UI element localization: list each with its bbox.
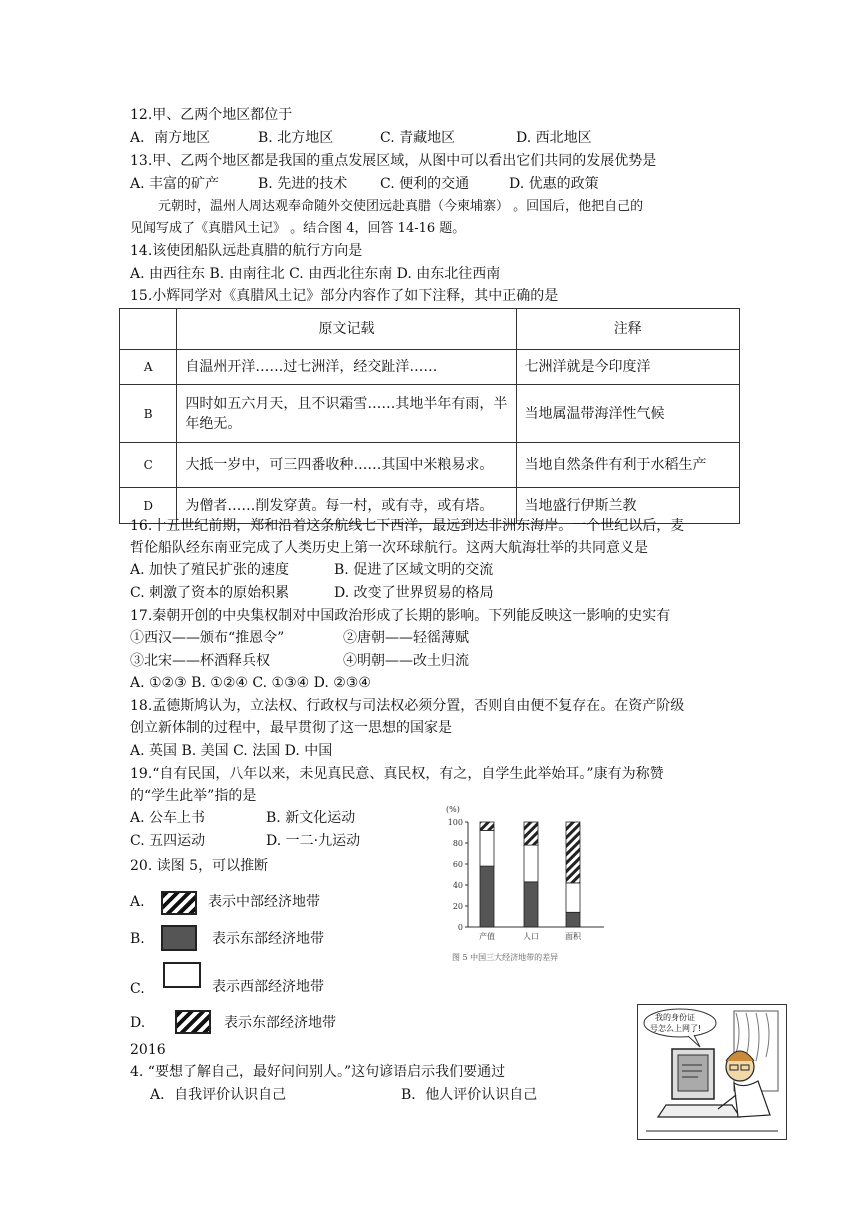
bar-segment-hatch xyxy=(566,822,580,883)
passage-intro-line1: 元朝时，温州人周达观奉命随外交使团远赴真腊（今柬埔寨） 。回国后，他把自己的 xyxy=(158,199,644,214)
annotation-table xyxy=(119,308,740,524)
table-cell: 当地自然条件有利于水稻生产 xyxy=(516,443,739,488)
cartoon-illustration xyxy=(637,1004,787,1140)
solid-legend-swatch xyxy=(161,925,197,951)
q17-item-1: ①西汉——颁布“推恩令” xyxy=(130,630,285,646)
q14-stem: 14.该使团船队远赴真腊的航行方向是 xyxy=(130,243,363,259)
chart-title: 图 5 中国三大经济地带的差异 xyxy=(452,953,559,962)
table-header-cell: 原文记载 xyxy=(177,309,516,350)
q12-option-d: D. 西北地区 xyxy=(516,130,592,146)
q4-stem: 4. “要想了解自己，最好问问别人。”这句谚语启示我们要通过 xyxy=(130,1064,506,1080)
q14-options: A. 由西往东 B. 由南往北 C. 由西北往东南 D. 由东北往西南 xyxy=(130,266,501,282)
y-tick-label: 100 xyxy=(447,818,463,827)
q19-option-a: A. 公车上书 xyxy=(130,810,206,826)
economic-zone-chart xyxy=(432,800,622,965)
q19-option-d: D. 一二·九运动 xyxy=(266,833,361,849)
cartoon-speech-line1: 我的身份证 xyxy=(655,1013,695,1022)
blank-legend-swatch xyxy=(163,962,201,988)
y-tick-label: 60 xyxy=(452,860,463,869)
table-header-cell xyxy=(120,309,177,350)
table-cell: 七洲洋就是今印度洋 xyxy=(516,350,739,385)
q19-option-c: C. 五四运动 xyxy=(130,833,206,849)
y-tick-label: 40 xyxy=(452,881,463,890)
q12-option-c: C. 青藏地区 xyxy=(380,130,456,146)
q20-option-a-letter: A. xyxy=(130,894,145,910)
q19-stem-line1: 19.“自有民国，八年以来，未见真民意、真民权，有之，自学生此举始耳。”康有为称赞 xyxy=(130,766,664,782)
bar-segment-hatch xyxy=(480,822,494,830)
q16-option-c: C. 刺激了资本的原始积累 xyxy=(130,585,290,601)
q13-stem: 13.甲、乙两个地区都是我国的重点发展区域，从图中可以看出它们共同的发展优势是 xyxy=(130,153,657,169)
table-cell: 自温州开洋……过七洲洋，经交趾洋…… xyxy=(177,350,516,385)
q20-option-c-text: 表示西部经济地带 xyxy=(212,979,324,995)
q19-stem-line2: 的“学生此举”指的是 xyxy=(130,788,257,804)
q16-stem-line2: 哲伦船队经东南亚完成了人类历史上第一次环球航行。这两大航海壮举的共同意义是 xyxy=(130,540,648,556)
q20-option-b-letter: B. xyxy=(130,931,145,947)
bar-segment-blank xyxy=(480,830,494,866)
q12-option-b: B. 北方地区 xyxy=(258,130,334,146)
q13-option-b: B. 先进的技术 xyxy=(258,176,348,192)
q13-option-a: A. 丰富的矿产 xyxy=(130,176,220,192)
q15-stem: 15.小辉同学对《真腊风土记》部分内容作了如下注释，其中正确的是 xyxy=(130,288,559,304)
q13-option-c: C. 便利的交通 xyxy=(380,176,470,192)
bar-segment-solid xyxy=(566,912,580,927)
q16-option-d: D. 改变了世界贸易的格局 xyxy=(334,585,494,601)
table-cell: 当地属温带海洋性气候 xyxy=(516,385,739,443)
table-cell: B xyxy=(120,385,177,443)
cartoon-speech-line2: 号怎么上网了! xyxy=(650,1024,702,1033)
passage-intro-line2: 见闻写成了《真腊风土记》 。结合图 4，回答 14-16 题。 xyxy=(130,221,466,236)
q20-stem: 20. 读图 5，可以推断 xyxy=(130,858,269,874)
y-tick-label: 0 xyxy=(457,923,463,932)
q20-option-d-text: 表示东部经济地带 xyxy=(224,1015,336,1031)
y-tick-label: 20 xyxy=(452,902,463,911)
bar-segment-solid xyxy=(480,866,494,927)
q4-option-b: B．他人评价认识自己 xyxy=(401,1087,538,1103)
bar-segment-hatch xyxy=(524,822,538,845)
x-tick-label: 面积 xyxy=(565,932,581,941)
q20-option-a-text: 表示中部经济地带 xyxy=(208,894,320,910)
q17-item-2: ②唐朝——轻徭薄赋 xyxy=(343,630,469,646)
table-cell: 为僧者……削发穿黄。每一村，或有寺，或有塔。 xyxy=(177,488,516,524)
table-cell: D xyxy=(120,488,177,524)
q18-stem-line2: 创立新体制的过程中，最早贯彻了这一思想的国家是 xyxy=(130,720,452,736)
table-row xyxy=(120,350,740,385)
table-cell: A xyxy=(120,350,177,385)
q17-options: A. ①②③ B. ①②④ C. ①③④ D. ②③④ xyxy=(130,675,371,691)
bar-segment-blank xyxy=(566,883,580,912)
q20-option-b-text: 表示东部经济地带 xyxy=(212,931,324,947)
q4-option-a: A．自我评价认识自己 xyxy=(150,1087,287,1103)
table-cell: 大抵一岁中，可三四番收种……其国中米粮易求。 xyxy=(177,443,516,488)
bar-segment-solid xyxy=(524,882,538,927)
y-tick-label: 80 xyxy=(452,839,463,848)
x-tick-label: 产值 xyxy=(479,932,495,941)
x-tick-label: 人口 xyxy=(523,932,539,941)
q16-stem-line1: 16.十五世纪前期，郑和沿着这条航线七下西洋，最远到达非洲东海岸。一个世纪以后，麦 xyxy=(130,518,685,534)
table-header-row xyxy=(120,309,740,350)
q17-item-4: ④明朝——改土归流 xyxy=(343,653,469,669)
y-axis-label: (%) xyxy=(446,805,460,814)
q17-stem: 17.秦朝开创的中央集权制对中国政治形成了长期的影响。下列能反映这一影响的史实有 xyxy=(130,608,671,624)
q16-option-a: A. 加快了殖民扩张的速度 xyxy=(130,562,290,578)
q13-option-d: D. 优惠的政策 xyxy=(509,176,599,192)
bar-segment-blank xyxy=(524,845,538,882)
q18-stem-line1: 18.孟德斯鸠认为，立法权、行政权与司法权必须分置，否则自由便不复存在。在资产阶级 xyxy=(130,698,685,714)
hatched-legend-swatch xyxy=(175,1010,211,1034)
table-header-cell: 注释 xyxy=(516,309,739,350)
table-row xyxy=(120,385,740,443)
q12-stem: 12.甲、乙两个地区都位于 xyxy=(130,107,293,123)
q19-option-b: B. 新文化运动 xyxy=(266,810,356,826)
q18-options: A. 英国 B. 美国 C. 法国 D. 中国 xyxy=(130,743,333,759)
table-row xyxy=(120,443,740,488)
q12-option-a: A．南方地区 xyxy=(130,130,211,146)
table-cell: 四时如五六月天，且不识霜雪……其地半年有雨，半年绝无。 xyxy=(177,385,516,443)
hatched-legend-swatch xyxy=(161,891,197,915)
table-cell: 当地盛行伊斯兰教 xyxy=(516,488,739,524)
table-cell: C xyxy=(120,443,177,488)
q16-option-b: B. 促进了区域文明的交流 xyxy=(334,562,494,578)
q20-option-c-letter: C. xyxy=(130,981,145,997)
year-label: 2016 xyxy=(130,1042,166,1058)
q20-option-d-letter: D. xyxy=(130,1015,146,1031)
q17-item-3: ③北宋——杯酒释兵权 xyxy=(130,653,270,669)
